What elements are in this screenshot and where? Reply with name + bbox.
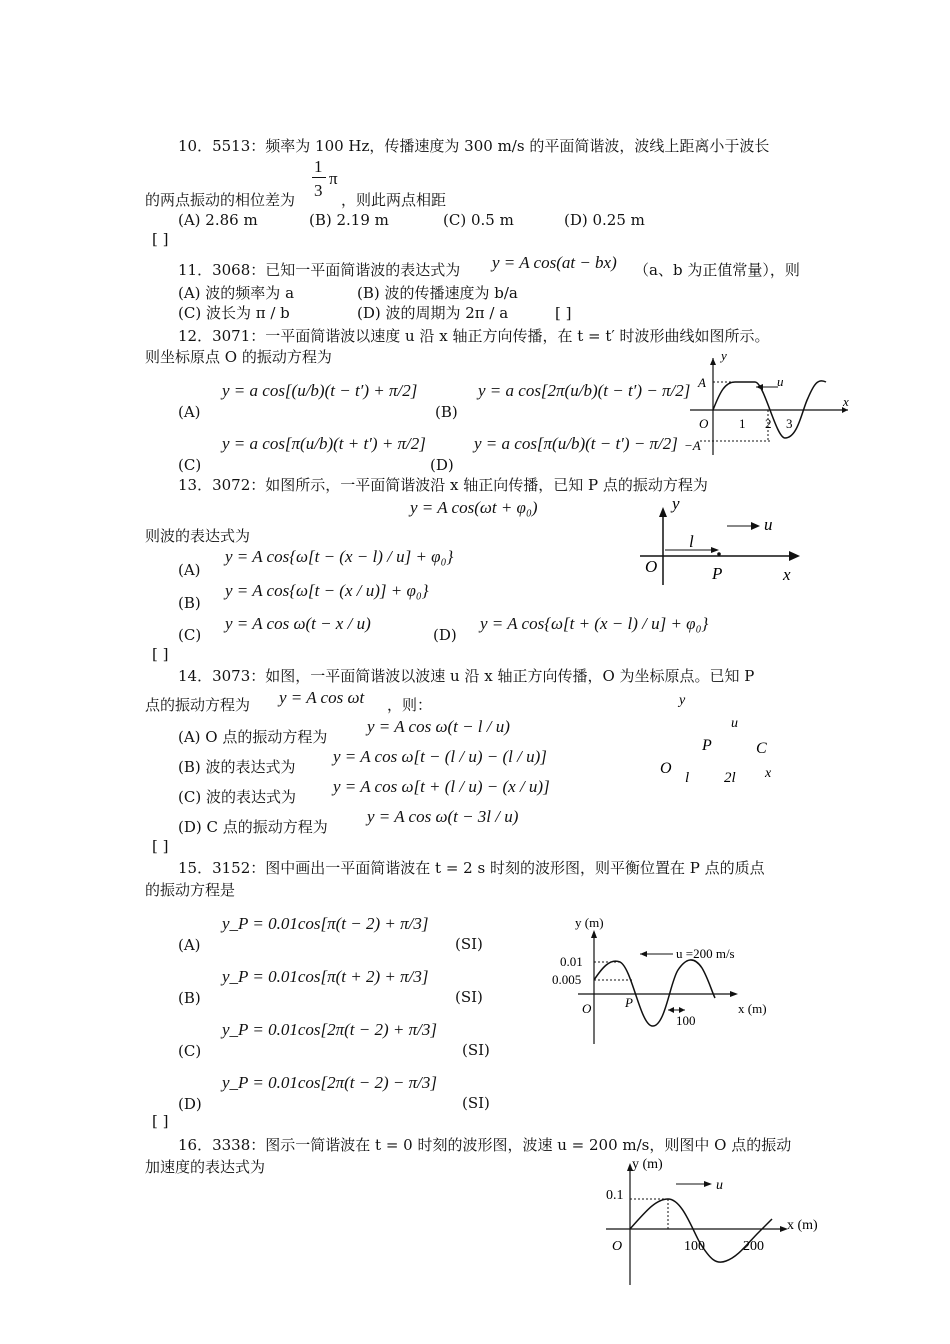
q13-given-equation: y = A cos(ωt + φ₀) <box>410 498 538 517</box>
q11-option-a: (A) 波的频率为 a <box>178 284 295 302</box>
q13-label-l: l <box>689 532 694 551</box>
q13-formula-b: y = A cos{ω[t − (x / u)] + φ₀} <box>225 581 429 600</box>
q14-option-a: (A) O 点的振动方程为 <box>178 728 328 746</box>
q11-option-b: (B) 波的传播速度为 b/a <box>357 284 518 302</box>
q16-wave-figure <box>598 1153 833 1288</box>
q15-label-O: O <box>582 1001 592 1016</box>
q10-option-d: (D) 0.25 m <box>564 211 645 229</box>
q13-label-d: (D) <box>433 626 457 644</box>
q12-label-a: (A) <box>178 403 201 421</box>
q14-option-b: (B) 波的表达式为 <box>178 758 296 776</box>
q10-option-b: (B) 2.19 m <box>309 211 389 229</box>
q15-value-0005: 0.005 <box>552 972 582 987</box>
q12-label-b: (B) <box>435 403 458 421</box>
q15-label-a: (A) <box>178 936 201 954</box>
q15-wave-curve <box>594 960 715 1026</box>
q12-tick-3: 3 <box>786 416 793 431</box>
arrow-right-icon <box>704 1181 712 1187</box>
q14-given-equation: y = A cos ωt <box>279 688 365 707</box>
arrowhead-icon <box>789 551 800 561</box>
q14-label-u: u <box>731 716 738 731</box>
q13-formula-c: y = A cos ω(t − x / u) <box>225 614 371 633</box>
q14-answer-bracket: [ ] <box>152 837 169 855</box>
q15-wave-figure <box>548 912 778 1047</box>
q15-label-P: P <box>625 995 633 1010</box>
q16-tick-200: 200 <box>743 1239 764 1254</box>
q13-label-u: u <box>764 515 773 534</box>
q16-label-O: O <box>612 1239 623 1254</box>
q13-formula-a: y = A cos{ω[t − (x − l) / u] + φ₀} <box>225 547 454 566</box>
q14-label-C: C <box>756 740 767 757</box>
q12-formula-b: y = a cos[2π(u/b)(t − t′) − π/2] <box>478 381 691 400</box>
q13-label-c: (C) <box>178 626 202 644</box>
q15-si-c: (SI) <box>462 1041 490 1059</box>
q15-formula-d: y_P = 0.01cos[2π(t − 2) − π/3] <box>222 1073 437 1092</box>
q16-tick-100: 100 <box>684 1239 705 1254</box>
q15-tick-100: 100 <box>676 1013 696 1028</box>
arrowhead-icon <box>730 991 738 997</box>
q16-value-01: 0.1 <box>606 1188 624 1203</box>
q10-answer-bracket: [ ] <box>152 230 169 248</box>
q12-label-y: y <box>721 348 727 363</box>
q15-formula-b: y_P = 0.01cos[π(t + 2) + π/3] <box>222 967 429 986</box>
q12-label-d: (D) <box>430 456 454 474</box>
q12-formula-c: y = a cos[π(u/b)(t + t′) + π/2] <box>222 434 426 453</box>
q15-formula-a: y_P = 0.01cos[π(t − 2) + π/3] <box>222 914 429 933</box>
q14-figure <box>650 685 790 785</box>
arrow-left-icon <box>668 1007 674 1013</box>
q15-si-b: (SI) <box>455 988 483 1006</box>
q10-stem-line2-post: ，则此两点相距 <box>341 191 447 209</box>
q16-stem-line1: 16．3338：图示一简谐波在 t = 0 时刻的波形图，波速 u = 200 m/s，则图中 O 点的振动 <box>178 1136 792 1154</box>
q10-fraction-numerator: 1 <box>314 157 323 176</box>
q12-stem-line1: 12．3071：一平面简谐波以速度 u 沿 x 轴正方向传播，在 t = t′ 时波形曲线如图所示。 <box>178 327 770 345</box>
q14-label-x: x <box>765 766 772 781</box>
q12-tick-2: 2 <box>765 416 772 431</box>
q11-stem-pre: 11．3068：已知一平面简谐波的表达式为 <box>178 261 461 279</box>
q12-label-A: A <box>698 375 706 390</box>
q14-formula-d: y = A cos ω(t − 3l / u) <box>367 807 519 826</box>
q13-label-x: x <box>783 565 791 584</box>
q13-figure <box>635 493 810 588</box>
q13-label-b: (B) <box>178 594 201 612</box>
q11-stem-post: （a、b 为正值常量），则 <box>634 261 800 279</box>
q10-fraction-bar <box>312 177 326 178</box>
q16-y-label: y (m) <box>632 1157 663 1172</box>
q13-label-y: y <box>672 494 680 513</box>
q16-x-label: x (m) <box>787 1218 818 1233</box>
q14-stem-line1: 14．3073：如图，一平面简谐波以波速 u 沿 x 轴正方向传播，O 为坐标原点。已知 P <box>178 667 755 685</box>
q14-stem-line2-post: ，则： <box>387 696 433 714</box>
q15-label-b: (B) <box>178 989 201 1007</box>
arrowhead-icon <box>710 358 716 365</box>
q14-label-P: P <box>702 737 712 754</box>
q15-answer-bracket: [ ] <box>152 1112 169 1130</box>
q10-fraction-pi: π <box>329 169 338 188</box>
q15-formula-c: y_P = 0.01cos[2π(t − 2) + π/3] <box>222 1020 437 1039</box>
q12-formula-a: y = a cos[(u/b)(t − t′) + π/2] <box>222 381 418 400</box>
q14-option-c: (C) 波的表达式为 <box>178 788 296 806</box>
q10-option-a: (A) 2.86 m <box>178 211 258 229</box>
q14-formula-a: y = A cos ω(t − l / u) <box>367 717 510 736</box>
q15-label-d: (D) <box>178 1095 202 1113</box>
arrowhead-icon <box>659 507 667 517</box>
q13-stem-line2: 则波的表达式为 <box>145 527 251 545</box>
q12-label-O: O <box>699 416 709 431</box>
q12-label-x: x <box>843 394 849 409</box>
q13-stem-line1: 13．3072：如图所示，一平面简谐波沿 x 轴正向传播，已知 P 点的振动方程为 <box>178 476 708 494</box>
q12-label-negA: −A <box>684 438 701 453</box>
q13-formula-d: y = A cos{ω[t + (x − l) / u] + φ₀} <box>480 614 709 633</box>
q12-wave-figure <box>680 350 860 460</box>
q11-formula: y = A cos(at − bx) <box>492 253 617 272</box>
q11-option-d: (D) 波的周期为 2π / a <box>357 304 509 322</box>
q12-stem-line2: 则坐标原点 O 的振动方程为 <box>145 348 332 366</box>
q15-si-a: (SI) <box>455 935 483 953</box>
q10-fraction-denominator: 3 <box>314 181 323 200</box>
q12-label-c: (C) <box>178 456 202 474</box>
q13-label-P: P <box>712 564 723 583</box>
q12-label-u: u <box>777 374 784 389</box>
q14-stem-line2-pre: 点的振动方程为 <box>145 696 251 714</box>
q15-label-u: u =200 m/s <box>676 946 735 961</box>
q15-value-001: 0.01 <box>560 954 583 969</box>
q15-si-d: (SI) <box>462 1094 490 1112</box>
arrow-left-icon <box>640 951 647 957</box>
q13-label-O: O <box>645 557 658 576</box>
q12-formula-d: y = a cos[π(u/b)(t − t′) − π/2] <box>474 434 678 453</box>
q11-option-c: (C) 波长为 π / b <box>178 304 290 322</box>
q14-formula-c: y = A cos ω[t + (l / u) − (x / u)] <box>333 777 550 796</box>
q15-stem-line2: 的振动方程是 <box>145 881 236 899</box>
arrowhead-icon <box>711 547 719 553</box>
q15-y-label: y (m) <box>575 915 604 930</box>
q13-answer-bracket: [ ] <box>152 645 169 663</box>
q16-label-u: u <box>716 1178 723 1193</box>
q15-label-c: (C) <box>178 1042 202 1060</box>
q15-x-label: x (m) <box>738 1001 767 1016</box>
q14-label-O: O <box>660 760 672 777</box>
q14-option-d: (D) C 点的振动方程为 <box>178 818 328 836</box>
q16-stem-line2: 加速度的表达式为 <box>145 1158 266 1176</box>
q13-label-a: (A) <box>178 561 201 579</box>
q10-option-c: (C) 0.5 m <box>443 211 514 229</box>
q10-stem-line1: 10．5513：频率为 100 Hz，传播速度为 300 m/s 的平面简谐波，波线上距离小于波长 <box>178 137 770 155</box>
q10-stem-line2-pre: 的两点振动的相位差为 <box>145 191 296 209</box>
q13-point-P <box>717 552 721 556</box>
arrowhead-icon <box>591 930 597 938</box>
q14-formula-b: y = A cos ω[t − (l / u) − (l / u)] <box>333 747 547 766</box>
q11-answer-bracket: [ ] <box>555 304 572 322</box>
q14-label-y: y <box>679 693 686 708</box>
arrow-right-icon <box>751 522 760 530</box>
q12-tick-1: 1 <box>739 416 746 431</box>
q15-stem-line1: 15．3152：图中画出一平面简谐波在 t = 2 s 时刻的波形图，则平衡位置在 P 点的质点 <box>178 859 765 877</box>
q14-label-l: l <box>685 770 690 786</box>
q14-label-2l: 2l <box>724 770 736 786</box>
